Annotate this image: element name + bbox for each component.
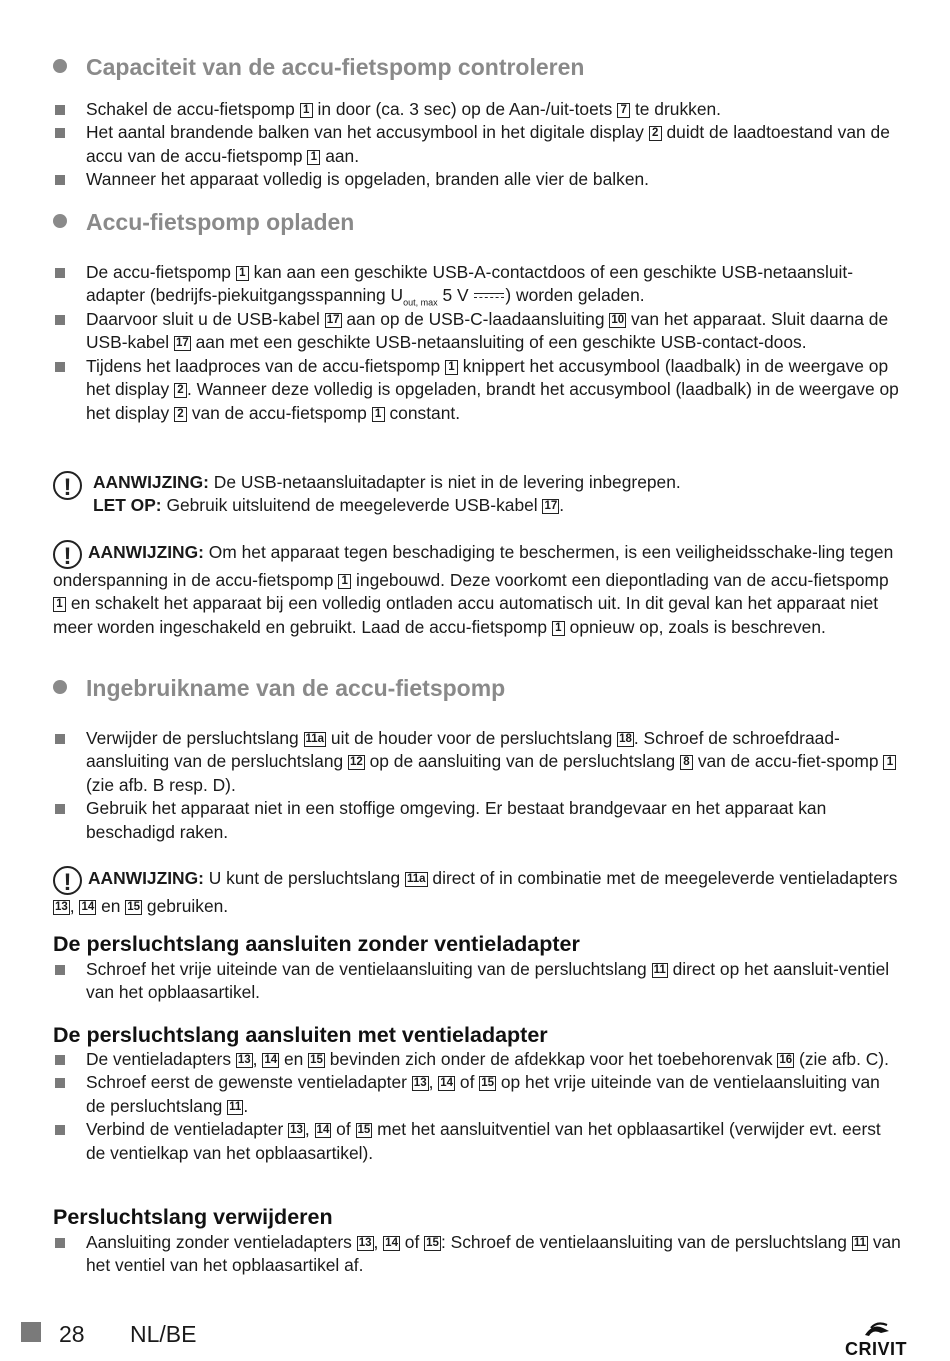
reference-number: 11a xyxy=(305,733,325,745)
reference-number: 15 xyxy=(310,1054,323,1066)
text-run: Wanneer het apparaat volledig is opgeladen, branden alle vier de balken. xyxy=(86,169,650,190)
list-item xyxy=(53,121,903,168)
text-run: uit de houder voor de persluchtslang xyxy=(326,728,618,748)
text-run: . xyxy=(243,1095,249,1116)
text-run: (zie afb. B resp. D). xyxy=(86,774,236,795)
text-run: constant. xyxy=(384,402,461,423)
list-item xyxy=(53,727,903,797)
text-run: aan met een geschikte USB-netaansluiting of een geschikte USB-contact-doos. xyxy=(190,332,807,353)
reference-number: 14 xyxy=(81,901,95,913)
square-bullet-icon xyxy=(55,128,65,138)
note-text: De USB-netaansluitadapter is niet in de levering inbegrepen. xyxy=(208,472,681,492)
reference-number: 17 xyxy=(544,500,558,513)
subheading-without-adapter: De persluchtslang aansluiten zonder ventieladapter xyxy=(53,932,580,956)
note-label: AANWIJZING: xyxy=(88,542,204,562)
reference-number: 13 xyxy=(290,1124,303,1137)
list-item xyxy=(53,1048,903,1071)
square-bullet-icon xyxy=(55,175,65,185)
startup-list xyxy=(53,727,903,844)
text-run: van de accu-fietspomp xyxy=(186,402,372,423)
text-run: bevinden zich onder de afdekkap voor het toebehorenvak xyxy=(324,1049,778,1069)
section-heading-charge xyxy=(53,208,354,236)
text-run: Schroef eerst de gewenste ventieladapter xyxy=(86,1072,412,1093)
reference-number: 2 xyxy=(174,407,187,422)
text-run: of xyxy=(455,1072,480,1093)
without-adapter-list xyxy=(53,958,903,1005)
note-adapters xyxy=(53,866,905,918)
reference-number: 2 xyxy=(174,383,187,398)
list-item xyxy=(53,1118,903,1165)
text-run: direct of in combinatie met de meegeleverde ventieladapters xyxy=(427,868,898,888)
charge-list xyxy=(53,261,903,308)
reference-number: 1 xyxy=(307,150,320,165)
note-label: AANWIJZING: xyxy=(93,472,209,492)
reference-number: 16 xyxy=(779,1054,793,1066)
subscript: out, max xyxy=(403,297,438,308)
reference-number: 14 xyxy=(264,1054,278,1066)
text-run: op de aansluiting van de persluchtslang xyxy=(364,751,680,772)
text-run: 5 V xyxy=(437,285,474,306)
with-adapter-list xyxy=(53,1048,903,1165)
brand-name: CRIVIT xyxy=(845,1339,908,1359)
square-bullet-icon xyxy=(55,965,65,975)
text-run: gebruiken. xyxy=(142,896,229,916)
section-heading-startup xyxy=(53,674,505,702)
text-run: . Schroef de schroefdraad-aansluiting van de persluchtslang xyxy=(86,728,840,772)
list-item xyxy=(53,958,903,1005)
text-run: Verwijder de persluchtslang xyxy=(86,728,304,748)
square-bullet-icon xyxy=(55,315,65,325)
text-run: Tijdens het laadproces van de accu-fietspomp xyxy=(86,355,445,376)
text-run: van het apparaat. Sluit daarna de USB-kabel xyxy=(86,309,889,353)
reference-number: 1 xyxy=(338,574,351,589)
brand-logo xyxy=(845,1322,915,1360)
text-run: . Wanneer deze volledig is opgeladen, brandt het accusymbool (laadbalk) in de weergave op het display xyxy=(86,379,899,423)
reference-number: 11 xyxy=(229,1100,242,1113)
text-run: De ventieladapters xyxy=(86,1049,236,1069)
reference-number: 1 xyxy=(372,407,385,422)
capacity-list xyxy=(53,98,903,192)
reference-number: 11 xyxy=(853,1237,866,1249)
reference-number: 11a xyxy=(407,873,426,885)
square-bullet-icon xyxy=(55,734,65,744)
bullet-dot-icon xyxy=(53,680,67,694)
text-run: of xyxy=(331,1119,356,1140)
text-run: (zie afb. C). xyxy=(794,1049,889,1069)
square-bullet-icon xyxy=(55,1125,65,1135)
reference-number: 10 xyxy=(611,314,625,326)
text-run: Het aantal brandende balken van het accusymbool in het digitale display xyxy=(86,122,649,143)
warning-icon: ! xyxy=(53,540,82,569)
reference-number: 14 xyxy=(316,1124,330,1137)
text-run: in door (ca. 3 sec) op de Aan-/uit-toets xyxy=(312,99,618,119)
warning-icon: ! xyxy=(53,471,82,500)
square-bullet-icon xyxy=(55,362,65,372)
brand-wave-icon xyxy=(863,1322,891,1338)
footer-square-icon xyxy=(21,1322,41,1342)
note-text: . xyxy=(559,495,565,516)
reference-number: 15 xyxy=(127,901,141,913)
list-item xyxy=(53,1231,903,1278)
reference-number: 17 xyxy=(326,314,340,326)
reference-number: 1 xyxy=(445,360,458,375)
reference-number: 14 xyxy=(440,1077,454,1090)
warning-icon: ! xyxy=(53,866,82,895)
reference-number: 1 xyxy=(236,266,249,281)
text-run: U kunt de persluchtslang xyxy=(203,868,406,888)
list-item xyxy=(53,308,903,355)
caution-label: LET OP: xyxy=(93,495,162,516)
text-run: op het vrije uiteinde van de ventielaansluiting van de persluchtslang xyxy=(86,1072,880,1116)
text-run: Om het apparaat tegen beschadiging te beschermen, is een veiligheidsschake-ling tegen onderspanning in de accu-fietspomp xyxy=(53,542,894,590)
list-item xyxy=(53,1071,903,1118)
text-run: en schakelt het apparaat bij een volledig ontladen accu automatisch uit. In dit geval kan het apparaat niet meer worden ingeschakeld en gebruikt. Laad de accu-fietspomp xyxy=(53,593,879,637)
text-run: Verbind de ventieladapter xyxy=(86,1119,289,1140)
square-bullet-icon xyxy=(55,105,65,115)
square-bullet-icon xyxy=(55,1055,65,1065)
text-run: , xyxy=(69,896,80,916)
text-run: aan op de USB-C-laadaansluiting xyxy=(341,309,610,329)
reference-number: 17 xyxy=(175,337,189,350)
text-run: : Schroef de ventielaansluiting van de persluchtslang xyxy=(440,1232,852,1252)
text-run: Schroef het vrije uiteinde van de ventielaansluiting van de persluchtslang xyxy=(86,959,652,979)
section-heading-capacity xyxy=(53,53,584,81)
text-run: aan. xyxy=(320,145,360,166)
list-item xyxy=(53,98,903,121)
square-bullet-icon xyxy=(55,804,65,814)
text-run: kan aan een geschikte USB-A-contactdoos of een geschikte USB-netaansluit-adapter (bedrijfs-piekuitgangsspanning U xyxy=(86,262,854,306)
text-run: met het aansluitventiel van het opblaasartikel (verwijder evt. eerst de ventielkap van het opblaasartikel). xyxy=(86,1119,881,1163)
section-title: Capaciteit van de accu-fietspomp controleren xyxy=(86,54,585,80)
text-run: en xyxy=(279,1049,309,1069)
language-code: NL/BE xyxy=(130,1321,197,1347)
bullet-dot-icon xyxy=(53,214,67,228)
text-run: ingebouwd. Deze voorkomt een diepontlading van de accu-fietspomp xyxy=(351,570,889,590)
reference-number: 12 xyxy=(350,756,363,769)
text-run: Daarvoor sluit u de USB-kabel xyxy=(86,309,325,329)
dc-symbol-icon xyxy=(473,291,505,301)
list-item xyxy=(53,261,903,308)
text-run: , xyxy=(304,1119,315,1140)
reference-number: 1 xyxy=(300,103,313,118)
text-run: en xyxy=(96,896,126,916)
reference-number: 15 xyxy=(481,1077,495,1090)
subheading-with-adapter: De persluchtslang aansluiten met ventieladapter xyxy=(53,1023,548,1047)
reference-number: 1 xyxy=(883,755,896,770)
list-item xyxy=(53,797,903,844)
text-run: opnieuw op, zoals is beschreven. xyxy=(564,616,826,637)
text-run: , xyxy=(428,1072,439,1093)
note-label: AANWIJZING: xyxy=(88,868,204,888)
text-run: Schakel de accu-fietspomp xyxy=(86,99,300,119)
reference-number: 13 xyxy=(413,1077,427,1090)
reference-number: 13 xyxy=(55,901,68,913)
note-undervoltage xyxy=(53,540,905,639)
section-title: Accu-fietspomp opladen xyxy=(86,209,355,235)
text-run: van het ventiel van het opblaasartikel af. xyxy=(86,1232,901,1276)
square-bullet-icon xyxy=(55,268,65,278)
reference-number: 8 xyxy=(680,755,693,770)
note-text: Gebruik uitsluitend de meegeleverde USB-kabel xyxy=(161,495,543,516)
text-run: duidt de laadtoestand van de accu van de accu-fietspomp xyxy=(86,122,890,166)
reference-number: 15 xyxy=(357,1124,371,1137)
text-run: , xyxy=(252,1049,263,1069)
text-run: te drukken. xyxy=(630,99,722,119)
text-run: Aansluiting zonder ventieladapters xyxy=(86,1232,357,1252)
reference-number: 2 xyxy=(649,126,662,141)
reference-number: 13 xyxy=(358,1237,372,1249)
text-run: , xyxy=(373,1232,384,1252)
text-run: van de accu-fiet-spomp xyxy=(692,751,884,772)
text-run: De accu-fietspomp xyxy=(86,262,236,282)
section-title: Ingebruikname van de accu-fietspomp xyxy=(86,675,506,701)
reference-number: 15 xyxy=(426,1237,439,1249)
text-run: ) worden geladen. xyxy=(505,285,645,306)
reference-number: 11 xyxy=(653,964,666,976)
reference-number: 13 xyxy=(237,1054,251,1066)
list-item xyxy=(53,168,903,191)
list-item xyxy=(53,355,903,425)
reference-number: 7 xyxy=(617,103,630,118)
subheading-remove: Persluchtslang verwijderen xyxy=(53,1205,333,1229)
remove-list xyxy=(53,1231,903,1278)
reference-number: 1 xyxy=(53,597,66,612)
square-bullet-icon xyxy=(55,1238,65,1248)
square-bullet-icon xyxy=(55,1078,65,1088)
text-run: direct op het aansluit-ventiel van het opblaasartikel. xyxy=(86,959,890,1003)
reference-number: 1 xyxy=(552,621,565,636)
text-run: of xyxy=(399,1232,425,1252)
reference-number: 14 xyxy=(385,1237,398,1249)
reference-number: 18 xyxy=(619,733,632,745)
note-delivery xyxy=(93,471,905,518)
text-run: Gebruik het apparaat niet in een stoffige omgeving. Er bestaat brandgevaar en het apparaat kan beschadigd raken. xyxy=(86,798,827,842)
bullet-dot-icon xyxy=(53,59,67,73)
charge-list-more xyxy=(53,308,903,425)
page-number: 28 xyxy=(59,1321,85,1347)
text-run: knippert het accusymbool (laadbalk) in de weergave op het display xyxy=(86,355,889,400)
